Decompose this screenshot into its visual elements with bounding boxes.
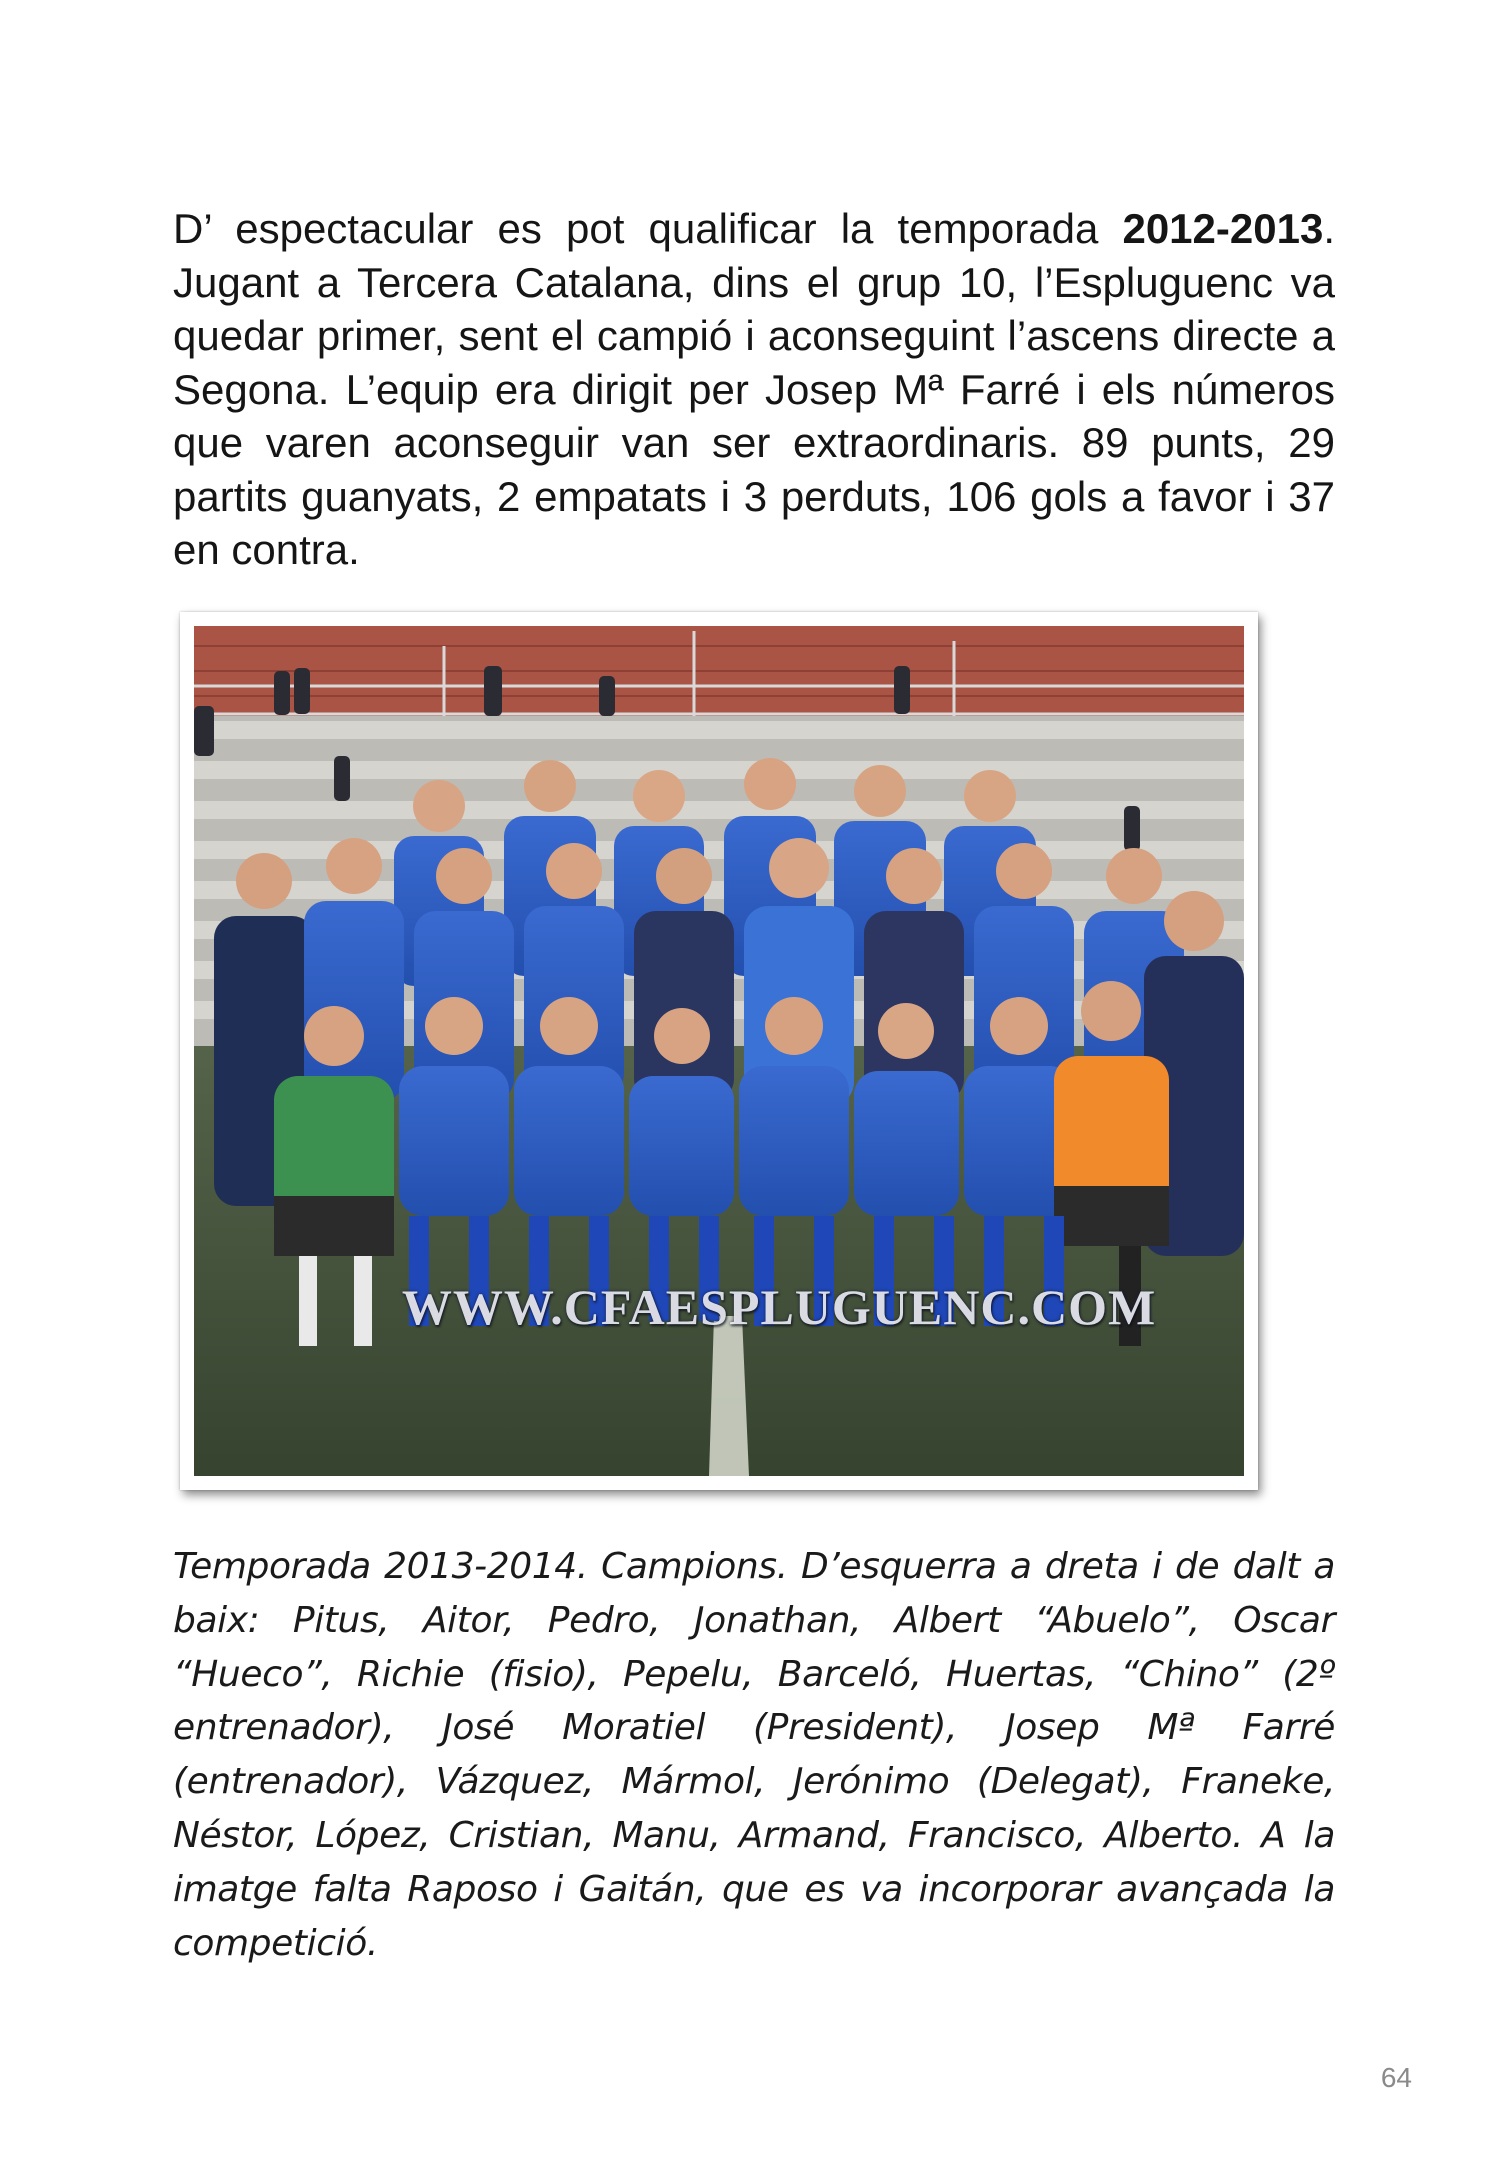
team-photo-illustration: [194, 626, 1244, 1476]
page-number: 64: [1380, 2062, 1412, 2093]
intro-season: 2012-2013: [1122, 205, 1324, 252]
team-photo-frame: [180, 612, 1258, 1490]
intro-text-end: . Jugant a Tercera Catalana, dins el grup 10, l’Espluguenc va quedar primer, sent el campió i aconseguint l’ascens directe a Segona. L’equip era dirigit per Josep Mª Farré i els números que varen aconseguir van ser extraordinaris. 89 punts, 29 partits guanyats, 2 empatats i 3 perduts, 106 gols a favor i 37 en contra.: [173, 205, 1335, 573]
intro-text-start: D’ espectacular es pot qualificar la temporada: [173, 205, 1123, 252]
photo-watermark: WWW.CFAESPLUGUENC.COM: [401, 1279, 1157, 1335]
intro-paragraph: [173, 202, 1335, 577]
team-photo: [194, 626, 1244, 1476]
photo-caption: Temporada 2013-2014. Campions. D’esquerra a dreta i de dalt a baix: Pitus, Aitor, Pedro, Jonathan, Albert “Abuelo”, Oscar “Hueco”, Richie (fisio), Pepelu, Barceló, Huertas, “Chino” (2º entrenador), José Moratiel (President), Josep Mª Farré (entrenador), Vázquez, Mármol, Jerónimo (Delegat), Franeke, Néstor, López, Cristian, Manu, Armand, Francisco, Alberto. A la imatge falta Raposo i Gaitán, que es va incorporar avançada la competició.: [173, 1546, 1335, 1964]
